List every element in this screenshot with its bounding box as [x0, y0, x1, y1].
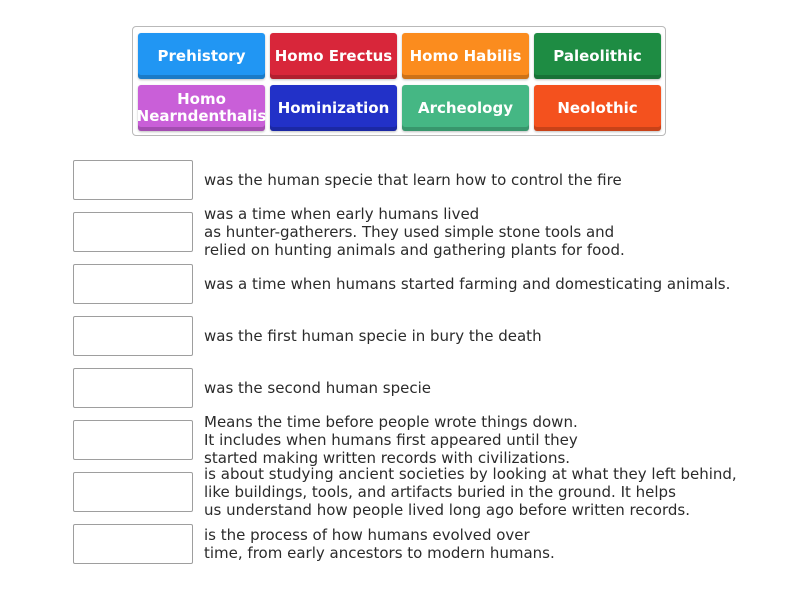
drop-box[interactable]: [73, 420, 193, 460]
match-row: [73, 524, 753, 564]
tile-homo-nearndenthalis[interactable]: Homo Nearndenthalis: [138, 85, 265, 131]
tile-bank: [132, 26, 666, 136]
tile-homo-habilis[interactable]: Homo Habilis: [402, 33, 529, 79]
row-description: is about studying ancient societies by looking at what they left behind, like buildings, tools, and artifacts buried in the ground. It helps us understand how people lived long ago before written records.: [204, 465, 737, 519]
match-row: [73, 413, 753, 467]
drop-box[interactable]: [73, 160, 193, 200]
row-description: was the second human specie: [204, 379, 431, 397]
tile-paleolithic[interactable]: Paleolithic: [534, 33, 661, 79]
row-description: was a time when humans started farming and domesticating animals.: [204, 275, 731, 293]
match-row: [73, 160, 753, 200]
tile-homo-erectus[interactable]: Homo Erectus: [270, 33, 397, 79]
match-row: [73, 205, 753, 259]
row-description: was the human specie that learn how to control the fire: [204, 171, 622, 189]
match-row: [73, 368, 753, 408]
drop-box[interactable]: [73, 316, 193, 356]
tile-neolothic[interactable]: Neolothic: [534, 85, 661, 131]
tile-archeology[interactable]: Archeology: [402, 85, 529, 131]
drop-box[interactable]: [73, 368, 193, 408]
tile-hominization[interactable]: Hominization: [270, 85, 397, 131]
match-row: [73, 264, 753, 304]
drop-box[interactable]: [73, 472, 193, 512]
tile-prehistory[interactable]: Prehistory: [138, 33, 265, 79]
drop-box[interactable]: [73, 524, 193, 564]
row-description: was the first human specie in bury the death: [204, 327, 542, 345]
drop-box[interactable]: [73, 212, 193, 252]
match-row: [73, 316, 753, 356]
row-description: is the process of how humans evolved over time, from early ancestors to modern humans.: [204, 526, 555, 562]
match-row: [73, 465, 753, 519]
row-description: was a time when early humans lived as hunter-gatherers. They used simple stone tools and relied on hunting animals and gathering plants for food.: [204, 205, 625, 259]
drop-box[interactable]: [73, 264, 193, 304]
row-description: Means the time before people wrote things down. It includes when humans first appeared until they started making written records with civilizations.: [204, 413, 578, 467]
